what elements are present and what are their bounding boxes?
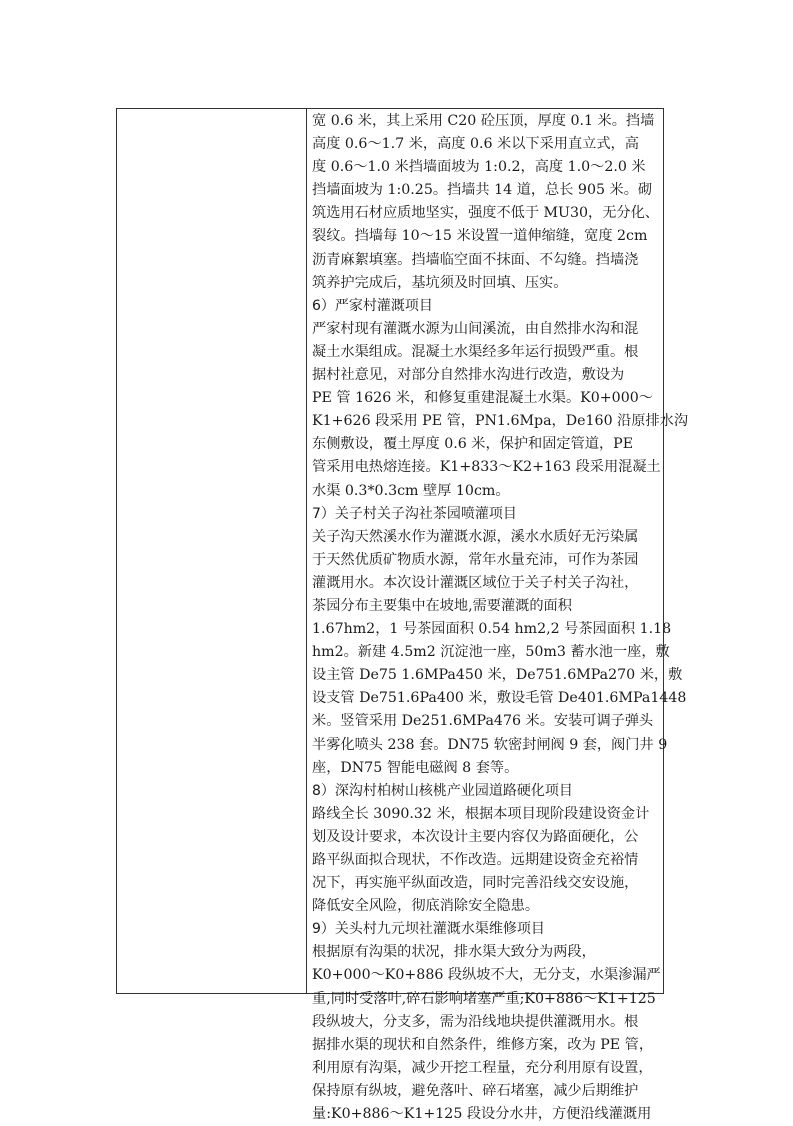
text-line: 半雾化喷头 238 套。DN75 软密封闸阀 9 套，阀门井 9 <box>312 736 668 753</box>
section-heading: 7）关子村关子沟社茶园喷灌项目 <box>312 505 517 522</box>
text-line: 于天然优质矿物质水源，常年水量充沛，可作为茶园 <box>312 551 639 568</box>
table-left-cell <box>117 109 306 993</box>
text-line: 裂纹。挡墙每 10～15 米设置一道伸缩缝，宽度 2cm <box>312 228 648 245</box>
content-table <box>116 108 689 1123</box>
text-line: 严家村现有灌溉水源为山间溪流，由自然排水沟和混 <box>312 320 639 337</box>
text-line: PE 管 1626 米，和修复重建混凝土水渠。K0+000～ <box>312 390 653 407</box>
section-heading: 8）深沟村柏树山核桃产业园道路硬化项目 <box>312 782 573 799</box>
text-line: 据村社意见，对部分自然排水沟进行改造，敷设为 <box>312 367 625 384</box>
text-line: 高度 0.6～1.7 米，高度 0.6 米以下采用直立式，高 <box>312 136 639 153</box>
text-line: K0+000～K0+886 段纵坡不大，无分支，水渠渗漏严 <box>312 967 661 984</box>
text-line: 茶园分布主要集中在坡地,需要灌溉的面积 <box>312 597 572 614</box>
table-right-cell <box>312 109 689 1126</box>
text-line: 保持原有纵坡，避免落叶、碎石堵塞，减少后期维护 <box>312 1082 639 1099</box>
text-line: 管采用电热熔连接。K1+833～K2+163 段采用混凝土 <box>312 459 661 476</box>
text-line: 根据原有沟渠的状况，排水渠大致分为两段， <box>312 944 596 961</box>
text-line: 度 0.6～1.0 米挡墙面坡为 1:0.2，高度 1.0～2.0 米 <box>312 159 646 176</box>
text-line: 挡墙面坡为 1:0.25。挡墙共 14 道，总长 905 米。砌 <box>312 182 653 199</box>
text-line: 沥青麻絮填塞。挡墙临空面不抹面、不勾缝。挡墙浇 <box>312 251 639 268</box>
text-line: 凝土水渠组成。混凝土水渠经多年运行损毁严重。根 <box>312 343 639 360</box>
section-heading: 6）严家村灌溉项目 <box>312 297 433 314</box>
section-heading: 9）关头村九元坝社灌溉水渠维修项目 <box>312 921 545 938</box>
text-line: 况下，再实施平纵面改造，同时完善沿线交安设施， <box>312 875 639 892</box>
text-line: K1+626 段采用 PE 管，PN1.6Mpa，De160 沿原排水沟 <box>312 413 689 430</box>
text-line: 划及设计要求，本次设计主要内容仅为路面硬化，公 <box>312 828 639 845</box>
text-line: 路平纵面拟合现状，不作改造。远期建设资金充裕情 <box>312 852 639 868</box>
text-line: 东侧敷设，覆土厚度 0.6 米，保护和固定管道，PE <box>312 436 634 453</box>
column-divider <box>306 109 307 993</box>
text-line: 路线全长 3090.32 米，根据本项目现阶段建设资金计 <box>312 805 650 822</box>
text-line: 筑养护完成后，基坑须及时回填、压实。 <box>312 274 568 291</box>
text-line: 1.67hm2，1 号茶园面积 0.54 hm2,2 号茶园面积 1.18 <box>312 621 672 638</box>
text-line: 设主管 De75 1.6MPa450 米，De751.6MPa270 米，敷 <box>312 667 683 684</box>
text-line: 关子沟天然溪水作为灌溉水源，溪水水质好无污染属 <box>312 528 639 545</box>
text-line: 量:K0+886～K1+125 段设分水井，方便沿线灌溉用 <box>312 1106 652 1123</box>
text-line: 米。竖管采用 De251.6MPa476 米。安装可调子弹头 <box>312 713 654 730</box>
text-line: 降低安全风险，彻底消除安全隐患。 <box>312 898 540 915</box>
text-line: 设支管 De751.6Pa400 米，敷设毛管 De401.6MPa1448 <box>312 690 687 707</box>
text-line: 筑选用石材应质地坚实，强度不低于 MU30，无分化、 <box>312 205 659 222</box>
text-line: 宽 0.6 米，其上采用 C20 砼压顶，厚度 0.1 米。挡墙 <box>312 113 655 129</box>
text-line: 灌溉用水。本次设计灌溉区域位于关子村关子沟社， <box>312 574 639 591</box>
text-line: 据排水渠的现状和自然条件，维修方案，改为 PE 管， <box>312 1036 654 1053</box>
text-line: 水渠 0.3*0.3cm 壁厚 10cm。 <box>312 482 510 499</box>
text-line: 段纵坡大，分支多，需为沿线地块提供灌溉用水。根 <box>312 1013 639 1030</box>
text-line: 重,同时受落叶,碎石影响堵塞严重;K0+886～K1+125 <box>312 990 656 1007</box>
text-line: 利用原有沟渠，减少开挖工程量，充分利用原有设置， <box>312 1059 653 1076</box>
text-line: 座，DN75 智能电磁阀 8 套等。 <box>312 759 519 776</box>
text-line: hm2。新建 4.5m2 沉淀池一座，50m3 蓄水池一座，敷 <box>312 644 670 661</box>
